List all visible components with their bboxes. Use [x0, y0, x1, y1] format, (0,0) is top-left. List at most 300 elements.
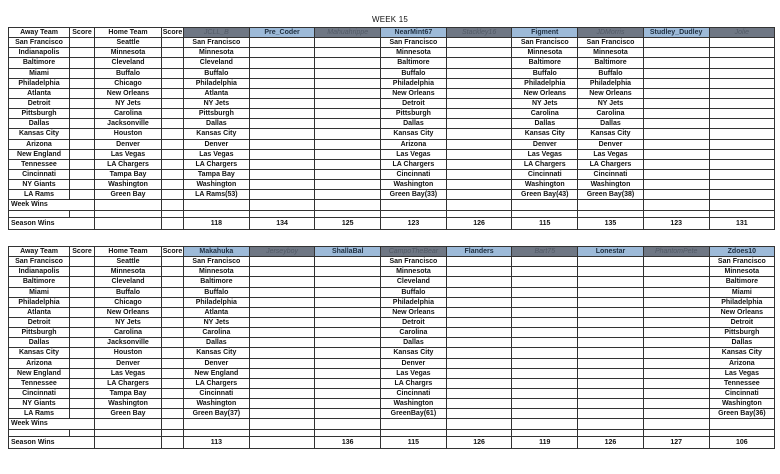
header-row	[9, 28, 775, 38]
away-team-cell: Detroit	[9, 98, 70, 108]
pick-cell: Detroit	[381, 98, 447, 108]
game-row	[9, 409, 775, 419]
pick-cell	[709, 68, 775, 78]
pick-cell	[578, 328, 644, 338]
pick-cell	[446, 297, 512, 307]
pick-cell	[446, 38, 512, 48]
week-wins-cell	[578, 200, 644, 210]
pick-cell: Buffalo	[381, 287, 447, 297]
home-team-cell: Washington	[95, 399, 162, 409]
pick-cell	[249, 388, 315, 398]
home-team-cell: NY Jets	[95, 98, 162, 108]
pick-cell: Carolina	[578, 109, 644, 119]
pick-cell: Detroit	[381, 317, 447, 327]
week-wins-label: Week Wins	[9, 419, 95, 429]
pick-cell: Philadelphia	[709, 297, 775, 307]
away-score-cell	[70, 38, 95, 48]
pick-cell: San Francisco	[381, 257, 447, 267]
pick-cell	[578, 388, 644, 398]
pick-cell	[446, 338, 512, 348]
pick-cell	[512, 257, 578, 267]
pick-cell	[249, 267, 315, 277]
away-team-cell: San Francisco	[9, 257, 70, 267]
pick-cell: Atlanta	[184, 307, 250, 317]
player-name-header: Mahuahrippe	[315, 28, 381, 38]
pick-cell	[249, 190, 315, 200]
pick-cell	[315, 358, 381, 368]
home-team-cell: Seattle	[95, 38, 162, 48]
spacer-cell	[381, 429, 447, 436]
pick-cell	[249, 38, 315, 48]
pick-cell	[249, 287, 315, 297]
pick-cell: LA Chargrs	[381, 378, 447, 388]
pick-cell	[446, 267, 512, 277]
header-row	[9, 247, 775, 257]
season-wins-cell: 123	[643, 217, 709, 229]
season-wins-cell: 134	[249, 217, 315, 229]
home-score-header: Score	[162, 29, 183, 37]
home-team-cell: Green Bay	[95, 190, 162, 200]
away-score-cell	[70, 48, 95, 58]
game-row	[9, 139, 775, 149]
pick-cell	[643, 338, 709, 348]
home-score-cell	[162, 139, 184, 149]
week-wins-blank	[162, 200, 184, 210]
home-score-cell	[162, 348, 184, 358]
pick-cell: Baltimore	[512, 58, 578, 68]
away-score-cell	[70, 368, 95, 378]
spacer-cell	[512, 210, 578, 217]
pick-cell: Kansas City	[709, 348, 775, 358]
player-name-header: ShallaBal	[315, 247, 381, 257]
week-wins-cell	[315, 419, 381, 429]
pick-cell	[446, 119, 512, 129]
pick-cell	[249, 277, 315, 287]
away-score-cell	[70, 78, 95, 88]
pick-cell	[709, 139, 775, 149]
spacer-cell	[315, 429, 381, 436]
pick-cell	[578, 368, 644, 378]
player-name-header: Jerseyboy	[249, 247, 315, 257]
pick-cell	[315, 297, 381, 307]
player-name-header: Zdoes10	[709, 247, 775, 257]
pick-cell	[643, 58, 709, 68]
away-score-cell	[70, 328, 95, 338]
pick-cell	[446, 78, 512, 88]
pick-cell: New Orleans	[709, 307, 775, 317]
home-team-cell: Seattle	[95, 257, 162, 267]
pick-cell	[446, 399, 512, 409]
pick-cell	[512, 277, 578, 287]
pick-cell: Kansas City	[381, 348, 447, 358]
home-score-cell	[162, 388, 184, 398]
pick-cell: Dallas	[578, 119, 644, 129]
pick-cell: LA Chargers	[184, 159, 250, 169]
player-name-header: Stackley16	[446, 28, 512, 38]
pick-cell	[249, 409, 315, 419]
pick-cell: Denver	[578, 139, 644, 149]
home-team-cell: NY Jets	[95, 317, 162, 327]
home-team-cell: Cleveland	[95, 58, 162, 68]
pick-cell	[709, 88, 775, 98]
pick-cell: Cleveland	[184, 58, 250, 68]
away-team-cell: LA Rams	[9, 190, 70, 200]
game-row	[9, 190, 775, 200]
week-wins-blank	[95, 419, 162, 429]
game-row	[9, 368, 775, 378]
pick-cell: Baltimore	[381, 58, 447, 68]
away-team-cell: Indianapolis	[9, 267, 70, 277]
pick-cell	[249, 328, 315, 338]
week-wins-blank	[162, 419, 184, 429]
pick-cell: LA Rams(53)	[184, 190, 250, 200]
pick-cell: New England	[184, 368, 250, 378]
away-team-cell: Atlanta	[9, 88, 70, 98]
pick-cell: Minnesota	[578, 48, 644, 58]
pick-cell	[643, 109, 709, 119]
pick-cell: Minnesota	[512, 48, 578, 58]
pick-cell: Green Bay(36)	[709, 409, 775, 419]
season-wins-cell: 115	[512, 217, 578, 229]
pick-cell: NY Jets	[184, 317, 250, 327]
pick-cell	[643, 399, 709, 409]
pick-cell: Kansas City	[578, 129, 644, 139]
pick-cell	[315, 317, 381, 327]
home-team-cell: Tampa Bay	[95, 169, 162, 179]
home-score-cell	[162, 129, 184, 139]
pick-cell	[315, 180, 381, 190]
away-score-cell	[70, 129, 95, 139]
pick-cell	[249, 169, 315, 179]
season-wins-cell: 113	[184, 436, 250, 448]
player-name-header: Flanders	[446, 247, 512, 257]
pick-cell	[709, 78, 775, 88]
away-team-cell: LA Rams	[9, 409, 70, 419]
away-team-cell: Tennessee	[9, 159, 70, 169]
away-team-cell: Philadelphia	[9, 297, 70, 307]
home-score-cell	[162, 307, 184, 317]
home-score-cell	[162, 328, 184, 338]
pick-cell	[643, 388, 709, 398]
pick-cell	[446, 169, 512, 179]
season-wins-blank	[95, 436, 162, 448]
away-score-cell	[70, 399, 95, 409]
pick-cell: Baltimore	[184, 277, 250, 287]
pick-cell: Washington	[709, 399, 775, 409]
spacer-cell	[512, 429, 578, 436]
week-wins-row	[9, 200, 775, 210]
home-team-cell: Las Vegas	[95, 149, 162, 159]
pick-cell: LA Chargers	[381, 159, 447, 169]
pick-cell	[643, 297, 709, 307]
away-team-cell: Kansas City	[9, 129, 70, 139]
pick-cell: Tennessee	[709, 378, 775, 388]
pick-cell: Dallas	[709, 338, 775, 348]
pick-cell	[578, 287, 644, 297]
pick-cell: Las Vegas	[381, 149, 447, 159]
pick-cell: New Orleans	[381, 88, 447, 98]
pick-cell	[446, 180, 512, 190]
pick-cell	[315, 68, 381, 78]
away-team-cell: Philadelphia	[9, 78, 70, 88]
away-team-cell: Miami	[9, 287, 70, 297]
pick-cell	[643, 78, 709, 88]
game-row	[9, 267, 775, 277]
home-score-cell	[162, 98, 184, 108]
home-team-cell: Jacksonville	[95, 119, 162, 129]
away-score-cell	[70, 180, 95, 190]
pick-cell	[446, 307, 512, 317]
pick-cell: Buffalo	[381, 68, 447, 78]
away-team-cell: Detroit	[9, 317, 70, 327]
pick-cell	[643, 409, 709, 419]
pick-cell: Washington	[184, 399, 250, 409]
game-row	[9, 257, 775, 267]
pick-cell: Green Bay(43)	[512, 190, 578, 200]
pick-cell	[512, 409, 578, 419]
game-row	[9, 338, 775, 348]
pick-cell: Minnesota	[381, 267, 447, 277]
home-score-cell	[162, 119, 184, 129]
week-wins-cell	[578, 419, 644, 429]
pick-cell	[249, 129, 315, 139]
away-score-cell	[70, 98, 95, 108]
pick-cell	[578, 399, 644, 409]
home-team-cell: LA Chargers	[95, 159, 162, 169]
pick-cell	[709, 48, 775, 58]
away-score-cell	[70, 358, 95, 368]
game-row	[9, 180, 775, 190]
pick-cell	[643, 129, 709, 139]
player-name-header: JCLL_B	[184, 28, 250, 38]
pick-cell	[643, 328, 709, 338]
pick-cell: Buffalo	[512, 68, 578, 78]
season-wins-cell: 115	[381, 436, 447, 448]
pick-cell: Arizona	[709, 358, 775, 368]
pick-cell: San Francisco	[578, 38, 644, 48]
week-wins-cell	[249, 419, 315, 429]
spacer-cell	[381, 210, 447, 217]
season-wins-label: Season Wins	[9, 436, 95, 448]
pick-cell	[249, 98, 315, 108]
pick-cell	[249, 307, 315, 317]
home-score-cell	[162, 149, 184, 159]
pick-cell: Minnesota	[709, 267, 775, 277]
away-score-header: Score	[70, 247, 95, 257]
game-row	[9, 129, 775, 139]
pick-cell: Pittsburgh	[709, 328, 775, 338]
game-row	[9, 169, 775, 179]
away-team-cell: Indianapolis	[9, 48, 70, 58]
pick-cell	[446, 190, 512, 200]
pick-cell	[709, 180, 775, 190]
pick-cell: Las Vegas	[512, 149, 578, 159]
player-name-header: JDMorris	[578, 28, 644, 38]
away-score-cell	[70, 119, 95, 129]
game-row	[9, 98, 775, 108]
pick-cell	[446, 257, 512, 267]
pick-cell: Cincinnati	[709, 388, 775, 398]
season-wins-cell: 125	[315, 217, 381, 229]
home-team-cell: Denver	[95, 139, 162, 149]
home-team-cell: Chicago	[95, 297, 162, 307]
pick-cell: San Francisco	[512, 38, 578, 48]
pick-cell	[709, 129, 775, 139]
pick-cell	[446, 139, 512, 149]
pick-cell	[315, 139, 381, 149]
pick-cell	[512, 267, 578, 277]
home-score-cell	[162, 159, 184, 169]
spacer-cell	[70, 429, 95, 436]
season-wins-cell: 118	[184, 217, 250, 229]
pick-cell	[249, 119, 315, 129]
away-score-cell	[70, 257, 95, 267]
pick-cell: Atlanta	[184, 88, 250, 98]
home-team-header: Home Team	[95, 28, 162, 38]
pick-cell	[643, 307, 709, 317]
pick-cell	[643, 257, 709, 267]
pick-cell	[446, 48, 512, 58]
pick-cell: Kansas City	[184, 129, 250, 139]
pick-cell	[512, 307, 578, 317]
player-name-header: Pre_Coder	[249, 28, 315, 38]
pick-cell	[249, 68, 315, 78]
pick-cell	[709, 38, 775, 48]
away-score-cell	[70, 109, 95, 119]
game-row	[9, 88, 775, 98]
pick-cell: Dallas	[381, 338, 447, 348]
pick-cell: NY Jets	[512, 98, 578, 108]
pick-cell	[315, 267, 381, 277]
pick-cell: Tampa Bay	[184, 169, 250, 179]
pick-cell	[315, 119, 381, 129]
away-team-cell: Arizona	[9, 358, 70, 368]
spacer-cell	[9, 210, 70, 217]
pick-cell	[643, 180, 709, 190]
pick-cell: Miami	[709, 287, 775, 297]
pick-cell	[643, 48, 709, 58]
pick-cell	[315, 78, 381, 88]
pick-cell: Carolina	[381, 328, 447, 338]
season-wins-cell: 131	[709, 217, 775, 229]
home-score-cell	[162, 38, 184, 48]
pick-cell	[249, 180, 315, 190]
away-score-cell	[70, 58, 95, 68]
pick-cell: Washington	[381, 180, 447, 190]
home-team-cell: Washington	[95, 180, 162, 190]
pick-cell	[512, 338, 578, 348]
game-row	[9, 378, 775, 388]
away-team-cell: Dallas	[9, 338, 70, 348]
game-row	[9, 277, 775, 287]
player-name-header: CampoTheBear	[381, 247, 447, 257]
home-score-cell	[162, 267, 184, 277]
game-row	[9, 68, 775, 78]
pick-cell	[643, 38, 709, 48]
pick-cell	[512, 358, 578, 368]
pick-cell	[249, 139, 315, 149]
week-wins-cell	[643, 200, 709, 210]
pick-cell	[446, 358, 512, 368]
home-score-cell	[162, 180, 184, 190]
home-score-cell	[162, 338, 184, 348]
pick-cell	[249, 257, 315, 267]
home-team-cell: Carolina	[95, 328, 162, 338]
pick-cell	[446, 159, 512, 169]
pick-cell	[643, 358, 709, 368]
spacer-cell	[162, 210, 184, 217]
pick-cell	[446, 368, 512, 378]
away-team-cell: Cincinnati	[9, 169, 70, 179]
away-score-cell	[70, 68, 95, 78]
week-wins-row	[9, 419, 775, 429]
pick-cell: Philadelphia	[381, 297, 447, 307]
pick-cell	[249, 338, 315, 348]
game-row	[9, 358, 775, 368]
away-score-cell	[70, 378, 95, 388]
pick-cell: Philadelphia	[578, 78, 644, 88]
spacer-cell	[446, 429, 512, 436]
pick-cell	[315, 88, 381, 98]
pick-cell: Washington	[184, 180, 250, 190]
away-score-cell	[70, 169, 95, 179]
player-name-header: Lonestar	[578, 247, 644, 257]
game-row	[9, 159, 775, 169]
season-wins-blank	[162, 217, 184, 229]
away-team-cell: New England	[9, 368, 70, 378]
spacer-cell	[184, 210, 250, 217]
pick-cell	[578, 338, 644, 348]
pick-cell: Cincinnati	[578, 169, 644, 179]
away-score-cell	[70, 139, 95, 149]
season-wins-row	[9, 436, 775, 448]
pick-cell: San Francisco	[709, 257, 775, 267]
away-team-cell: Atlanta	[9, 307, 70, 317]
away-score-cell	[70, 287, 95, 297]
pick-cell	[249, 88, 315, 98]
home-score-cell	[162, 88, 184, 98]
game-row	[9, 119, 775, 129]
home-score-cell	[162, 277, 184, 287]
home-team-cell: Denver	[95, 358, 162, 368]
pick-cell: Dallas	[184, 338, 250, 348]
pick-cell	[578, 409, 644, 419]
spacer-cell	[95, 210, 162, 217]
pick-cell: Pittsburgh	[184, 109, 250, 119]
pick-cell	[512, 297, 578, 307]
home-team-cell: Buffalo	[95, 68, 162, 78]
pick-cell: Minnesota	[184, 48, 250, 58]
spacer-cell	[249, 210, 315, 217]
home-score-header: Score	[162, 248, 183, 256]
away-team-cell: Pittsburgh	[9, 109, 70, 119]
pick-cell	[446, 129, 512, 139]
week-wins-cell	[512, 200, 578, 210]
spacer-cell	[643, 429, 709, 436]
pick-cell	[709, 149, 775, 159]
game-row	[9, 149, 775, 159]
pick-cell	[315, 328, 381, 338]
player-name-header: Figment	[512, 28, 578, 38]
season-wins-cell: 126	[578, 436, 644, 448]
pick-cell	[709, 119, 775, 129]
home-team-cell: New Orleans	[95, 307, 162, 317]
pick-cell: Las Vegas	[381, 368, 447, 378]
away-score-cell	[70, 149, 95, 159]
home-team-cell: New Orleans	[95, 88, 162, 98]
game-row	[9, 48, 775, 58]
spacer-cell	[249, 429, 315, 436]
